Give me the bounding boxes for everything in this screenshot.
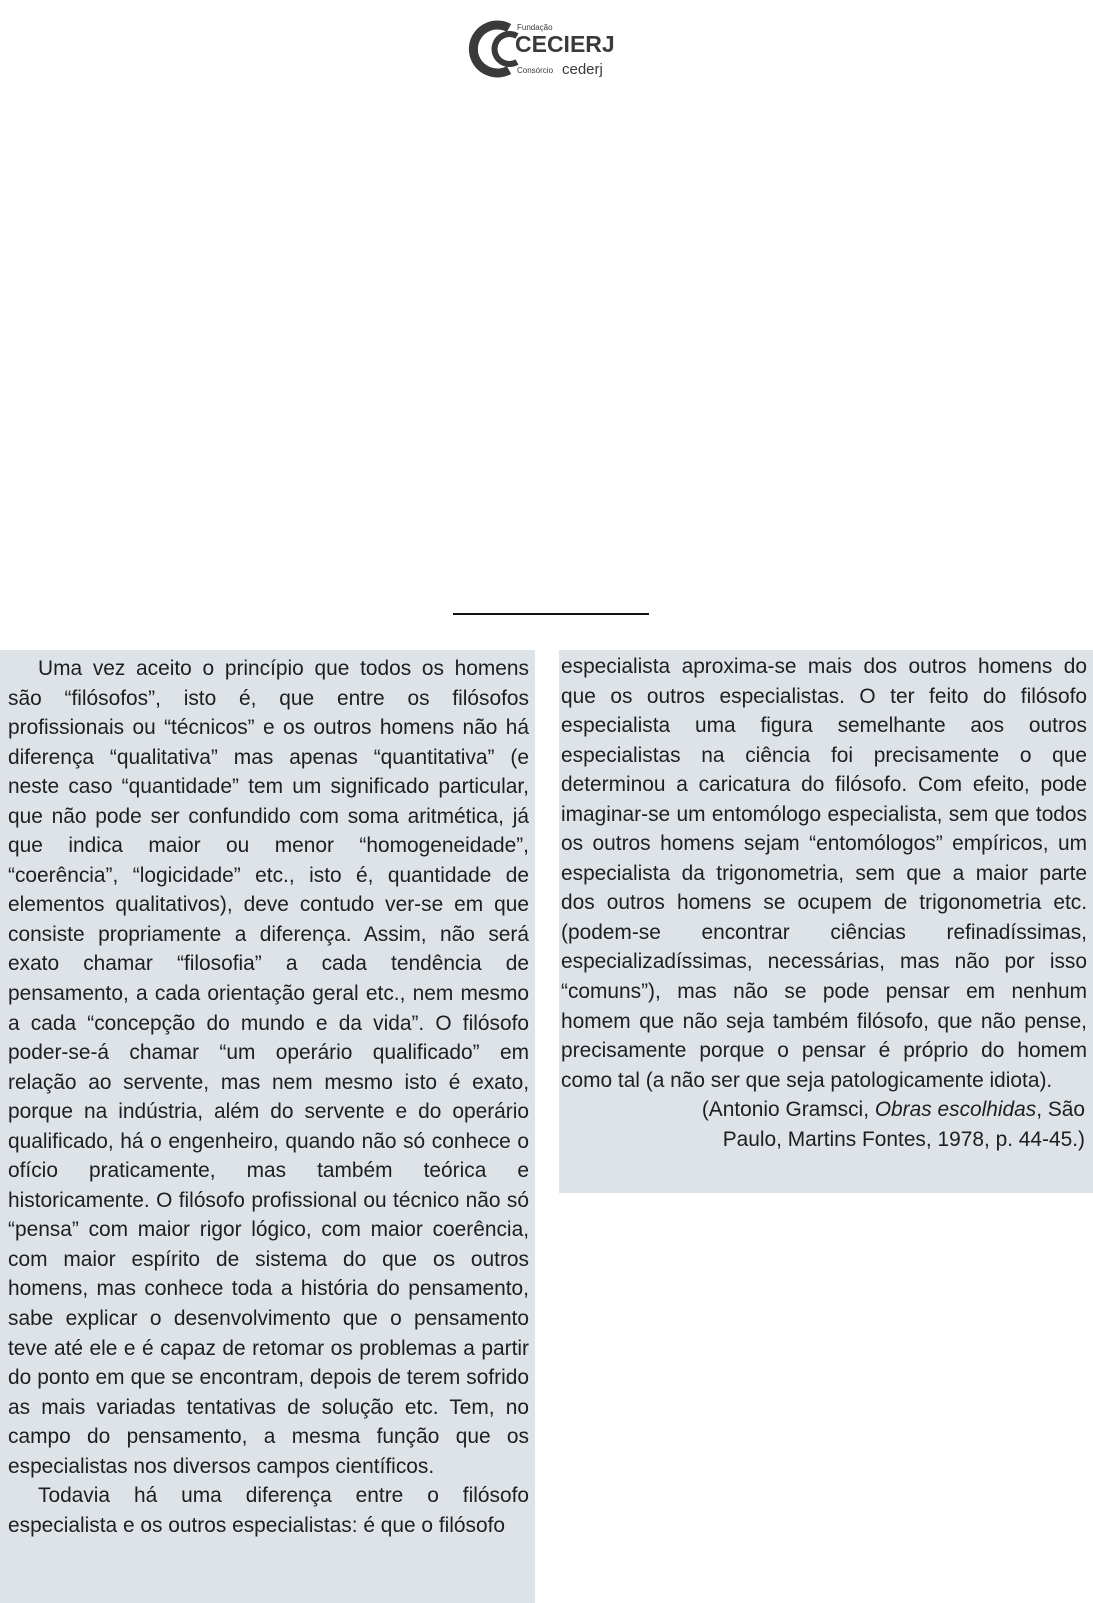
separator-rule bbox=[453, 613, 649, 615]
paragraph-philosophers-principle: Uma vez aceito o princípio que todos os homens são “filósofos”, isto é, que entre os filósofos profissionais ou “técnicos” e os outros homens não há diferença “qualitativa” mas apenas “quantitativa” (e neste caso “quantidade” tem um significado particular, que não pode ser confundido com soma aritmética, já que indica maior ou menor “homogeneidade”, “coerência”, “logicidade” etc., isto é, quantidade de elementos qualitativos), deve contudo ver-se em que consiste propriamente a diferença. Assim, não será exato chamar “filosofia” a cada tendência de pensamento, a cada orientação geral etc., nem mesmo a cada “concepção do mundo e da vida”. O filósofo poder-se-á chamar “um operário qualificado” em relação ao servente, mas nem mesmo isto é exato, porque na indústria, além do servente e do operário qualificado, há o engenheiro, quando não só conhece o ofício praticamente, mas também teórica e historicamente. O filósofo profissional ou técnico não só “pensa” com maior rigor lógico, com maior coerência, com maior espírito de sistema do que os outros homens, mas conhece toda a história do pensamento, sabe explicar o desenvolvimento que o pensamento teve até ele e é capaz de retomar os problemas a partir do ponto em que se encontram, depois de terem sofrido as mais variadas tentativas de solução etc. Tem, no campo do pensamento, a mesma função que os especialistas nos diversos campos científicos. bbox=[8, 657, 529, 1478]
logo-consorcio-text: Consórcio bbox=[517, 66, 554, 75]
citation-line-1 bbox=[561, 1095, 1087, 1125]
paragraph-difference-continued: especialista aproxima-se mais dos outros homens do que os outros especialistas. O ter feito do filósofo especialista uma figura semelhante aos outros especialistas na ciência foi precisamente o que determinou a caricatura do filósofo. Com efeito, pode imaginar-se um entomólogo especialista, sem que todos os outros homens sejam “entomólogos” empíricos, um especialista da trigonometria, sem que a maior parte dos outros homens se ocupem de trigonometria etc. (podem-se encontrar ciências refinadíssimas, especializadíssimas, necessárias, mas não por isso “comuns”), mas não se pode pensar em nenhum homem que não seja também filósofo, que não pense, precisamente porque o pensar é próprio do homem como tal (a não ser que seja patologicamente idiota). bbox=[561, 655, 1087, 1092]
logo-cederj-text: cederj bbox=[562, 61, 603, 78]
cecierj-logo bbox=[457, 18, 657, 80]
logo-cecierj-text: CECIERJ bbox=[515, 31, 615, 57]
text-column-left bbox=[0, 650, 535, 1603]
citation-after-title: , São bbox=[1036, 1098, 1085, 1122]
logo-fundacao-text: Fundação bbox=[517, 23, 553, 32]
citation-line-2: Paulo, Martins Fontes, 1978, p. 44-45.) bbox=[722, 1127, 1085, 1151]
logo-swoosh-icon bbox=[473, 25, 517, 73]
citation-open: (Antonio Gramsci, bbox=[701, 1098, 875, 1122]
paragraph-difference-start: Todavia há uma diferença entre o filósofo especialista e os outros especialistas: é que o filósofo bbox=[8, 1484, 529, 1537]
text-column-right bbox=[559, 650, 1093, 1193]
citation-book-title: Obras escolhidas bbox=[874, 1098, 1037, 1122]
